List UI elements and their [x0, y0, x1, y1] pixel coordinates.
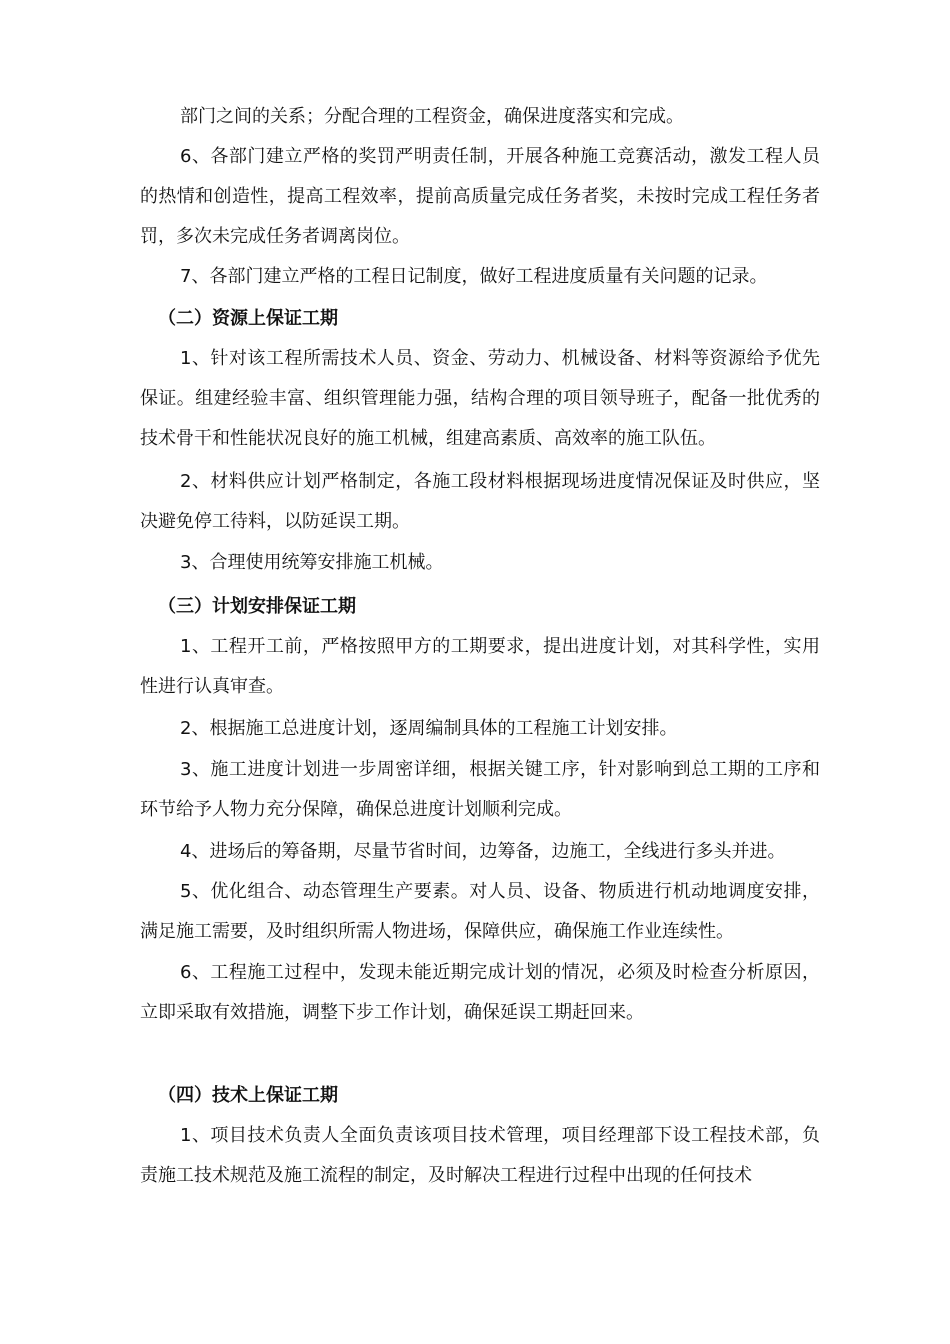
section-heading: （四）技术上保证工期 [158, 1085, 338, 1106]
section-heading: （二）资源上保证工期 [158, 308, 338, 329]
paragraph: 1、工程开工前，严格按照甲方的工期要求，提出进度计划，对其科学性，实用性进行认真审查。 [140, 636, 820, 697]
paragraph: 5、优化组合、动态管理生产要素。对人员、设备、物质进行机动地调度安排，满足施工需要，及时组织所需人物进场，保障供应，确保施工作业连续性。 [140, 881, 820, 942]
paragraph: 6、工程施工过程中，发现未能近期完成计划的情况，必须及时检查分析原因，立即采取有效措施，调整下步工作计划，确保延误工期赶回来。 [140, 962, 820, 1023]
paragraph: 1、项目技术负责人全面负责该项目技术管理，项目经理部下设工程技术部，负责施工技术规范及施工流程的制定，及时解决工程进行过程中出现的任何技术 [140, 1125, 820, 1186]
paragraph: 部门之间的关系；分配合理的工程资金，确保进度落实和完成。 [180, 106, 684, 127]
paragraph: 7、各部门建立严格的工程日记制度，做好工程进度质量有关问题的记录。 [180, 266, 768, 287]
paragraph: 4、进场后的筹备期，尽量节省时间，边筹备，边施工，全线进行多头并进。 [180, 841, 786, 862]
paragraph: 3、施工进度计划进一步周密详细，根据关键工序，针对影响到总工期的工序和环节给予人物力充分保障，确保总进度计划顺利完成。 [140, 759, 820, 820]
paragraph: 6、各部门建立严格的奖罚严明责任制，开展各种施工竞赛活动，激发工程人员的热情和创造性，提高工程效率，提前高质量完成任务者奖，未按时完成工程任务者罚，多次未完成任务者调离岗位。 [140, 146, 820, 247]
paragraph: 1、针对该工程所需技术人员、资金、劳动力、机械设备、材料等资源给予优先保证。组建经验丰富、组织管理能力强，结构合理的项目领导班子，配备一批优秀的技术骨干和性能状况良好的施工机械，组建高素质、高效率的施工队伍。 [140, 348, 820, 449]
paragraph: 3、合理使用统筹安排施工机械。 [180, 552, 444, 573]
paragraph: 2、材料供应计划严格制定，各施工段材料根据现场进度情况保证及时供应，坚决避免停工待料，以防延误工期。 [140, 471, 820, 532]
paragraph: 2、根据施工总进度计划，逐周编制具体的工程施工计划安排。 [180, 718, 678, 739]
section-heading: （三）计划安排保证工期 [158, 596, 356, 617]
